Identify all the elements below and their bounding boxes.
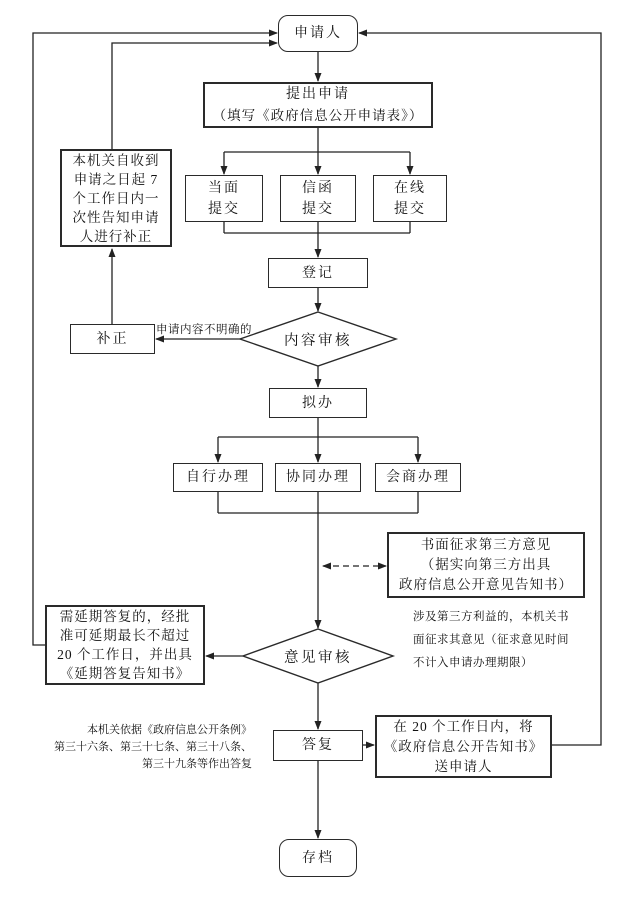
delay-line1: 需延期答复的，经批 xyxy=(59,609,191,624)
node-handle-self-label: 自行办理 xyxy=(186,470,250,485)
opinion-review-text: 意见审核 xyxy=(284,649,352,666)
node-applicant xyxy=(278,15,358,52)
annotation-legal-basis xyxy=(42,722,252,773)
channel-mail-line2: 提交 xyxy=(302,201,334,217)
node-channel-mail xyxy=(280,175,356,222)
channel-in-person-line1: 当面 xyxy=(208,180,240,196)
channel-mail-line1: 信函 xyxy=(302,180,334,196)
node-handle-joint-label: 协同办理 xyxy=(286,470,350,485)
reply-notice-line3: 送申请人 xyxy=(434,758,493,774)
node-correction xyxy=(70,324,155,354)
third-party-line3: 政府信息公开意见告知书） xyxy=(399,577,573,592)
third-party-note-line3: 不计入申请办理期限） xyxy=(413,657,533,669)
correction-notice-line5: 人进行补正 xyxy=(79,228,153,244)
node-handle-consult xyxy=(375,463,461,492)
opinion-review-label xyxy=(250,644,386,668)
node-register xyxy=(268,258,368,288)
third-party-line2: （据实向第三方出具 xyxy=(420,557,552,572)
third-party-note-line1: 涉及第三方利益的，本机关书 xyxy=(413,611,569,623)
node-reply-notice xyxy=(375,715,552,778)
reply-notice-line1: 在 20 个工作日内，将 xyxy=(393,718,534,734)
correction-notice-line3: 个工作日内一 xyxy=(72,190,160,206)
node-draft xyxy=(269,388,367,418)
legal-basis-line1: 本机关依据《政府信息公开条例》 xyxy=(87,724,252,736)
node-handle-consult-label: 会商办理 xyxy=(386,470,450,485)
node-archive-label: 存档 xyxy=(302,850,334,866)
node-delay-notice xyxy=(45,605,205,685)
delay-line2: 准可延期最长不超过 xyxy=(59,628,191,643)
node-submit-line1: 提出申请 xyxy=(286,87,350,102)
node-correction-notice xyxy=(60,149,172,247)
node-archive xyxy=(279,839,357,877)
node-reply xyxy=(273,730,363,761)
channel-in-person-line2: 提交 xyxy=(208,201,240,217)
node-submit-application xyxy=(203,82,433,128)
delay-line3: 20 个工作日，并出具 xyxy=(57,647,193,662)
node-handle-joint xyxy=(275,463,361,492)
node-submit-line2: （填写《政府信息公开申请表》） xyxy=(212,108,424,123)
third-party-note-line2: 面征求其意见（征求意见时间 xyxy=(413,634,569,646)
node-register-label: 登记 xyxy=(302,265,334,281)
content-review-text: 内容审核 xyxy=(284,332,352,349)
third-party-line1: 书面征求第三方意见 xyxy=(420,537,552,552)
legal-basis-line2: 第三十六条、第三十七条、第三十八条、 xyxy=(54,741,252,753)
correction-notice-line2: 申请之日起 7 xyxy=(73,171,159,187)
node-third-party xyxy=(387,532,585,598)
node-draft-label: 拟办 xyxy=(302,395,334,411)
node-handle-self xyxy=(173,463,263,492)
legal-basis-line3: 第三十九条等作出答复 xyxy=(142,758,252,770)
node-reply-label: 答复 xyxy=(302,738,334,753)
node-applicant-label: 申请人 xyxy=(294,26,342,41)
annotation-unclear-condition: 申请内容不明确的 xyxy=(156,324,252,336)
reply-notice-line2: 《政府信息公开告知书》 xyxy=(383,738,544,754)
content-review-label xyxy=(250,327,386,351)
correction-notice-line4: 次性告知申请 xyxy=(72,209,160,225)
node-channel-online xyxy=(373,175,447,222)
channel-online-line2: 提交 xyxy=(394,201,426,217)
channel-online-line1: 在线 xyxy=(394,180,426,196)
annotation-third-party-note xyxy=(413,606,569,675)
node-correction-label: 补正 xyxy=(96,331,129,347)
delay-line4: 《延期答复告知书》 xyxy=(59,666,191,681)
correction-notice-line1: 本机关自收到 xyxy=(72,152,160,168)
node-channel-in-person xyxy=(185,175,263,222)
